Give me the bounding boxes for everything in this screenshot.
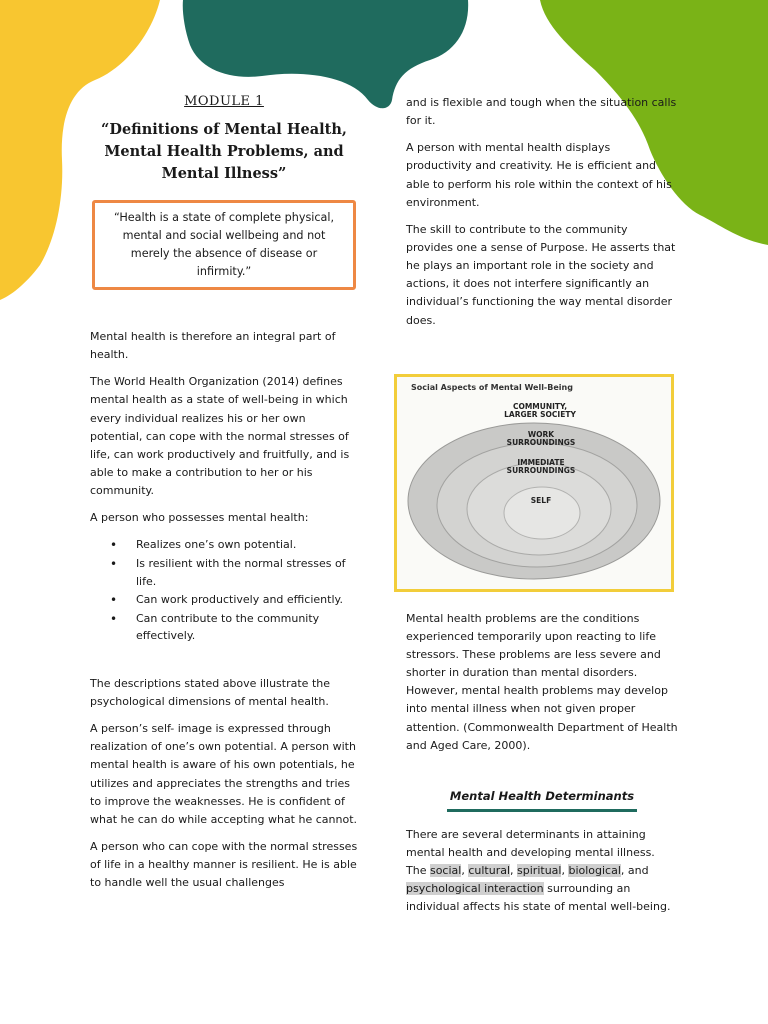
paragraph-flexible: and is flexible and tough when the situation calls for it. (406, 96, 677, 128)
highlight-spiritual: spiritual (517, 864, 562, 878)
paragraph-person-possesses: A person who possesses mental health: (90, 511, 309, 525)
list-item: • Can work productively and efficiently. (136, 591, 358, 609)
paragraph-determinants (406, 826, 678, 917)
social-aspects-figure (394, 374, 674, 592)
ring-self (504, 487, 580, 539)
label-community: COMMUNITY, LARGER SOCIETY (504, 401, 576, 420)
module-title: MODULE 1 (184, 94, 264, 109)
paragraph-productivity: A person with mental health displays productivity and creativity. He is efficient and able to perform his role within the context of his environment. (406, 141, 672, 209)
separator: , (461, 864, 469, 878)
left-column (90, 94, 358, 901)
determinants-text-end: surrounding an individual affects his state of mental well-being. (406, 882, 671, 914)
mental-health-traits-list (90, 536, 358, 645)
paragraph-who-definition: The World Health Organization (2014) defines mental health as a state of well-being in which every individual realizes his or her own potential, can cope with the normal stresses of life, can work productively and fruitfully, and is able to make a contribution to her or his community. (90, 375, 350, 498)
main-title: “Definitions of Mental Health, Mental Health Problems, and Mental Illness” (101, 121, 347, 182)
section-heading-determinants: Mental Health Determinants (449, 788, 635, 803)
highlight-cultural: cultural (468, 864, 511, 878)
paragraph-integral: Mental health is therefore an integral part of health. (90, 329, 336, 362)
highlight-biological: biological (568, 864, 621, 878)
separator: , and (620, 864, 649, 878)
label-work: WORK SURROUNDINGS (506, 429, 576, 448)
paragraph-mental-health-problems: Mental health problems are the conditions experienced temporarily upon reacting to life stressors. These problems are less severe and shorter in duration than mental disorders. However, mental health problems may develop into mental illness when not given proper attention. (Commonwealth Department of Health and Aged Care, 2000). (406, 611, 678, 752)
label-immediate: IMMEDIATE SURROUNDINGS (506, 457, 576, 476)
list-item: • Realizes one’s own potential. (136, 536, 358, 554)
heading-underline (447, 809, 637, 812)
paragraph-resilience: A person who can cope with the normal stresses of life in a healthy manner is resilient. He is able to handle well the usual challenges (90, 840, 358, 890)
paragraph-purpose: The skill to contribute to the community provides one a sense of Purpose. He asserts that he plays an important role in the society and actions, it does not interfere significantly an individual’s functioning the way mental disorder does. (406, 222, 676, 327)
paragraph-self-image: A person’s self- image is expressed through realization of one’s own potential. A person with mental health is aware of his own potentials, he utilizes and appreciates the strengths and tries to improve the weaknesses. He is confident of what he can do while accepting what he cannot. (90, 722, 357, 826)
determinants-text-start: There are several determinants in attaining mental health and developing mental illness. The (406, 827, 655, 878)
label-self: SELF (530, 495, 552, 505)
separator: , (510, 864, 518, 878)
list-item: • Can contribute to the community effectively. (136, 610, 358, 645)
who-definition-quote: “Health is a state of complete physical, mental and social wellbeing and not merely the absence of disease or infirmity.” (92, 200, 356, 290)
highlight-social: social (429, 864, 462, 878)
separator: , (561, 864, 569, 878)
paragraph-psychological-dimensions: The descriptions stated above illustrate the psychological dimensions of mental health. (90, 676, 330, 709)
dark-green-blob (183, 0, 468, 108)
figure-caption: Social Aspects of Mental Well-Being (411, 382, 573, 392)
highlight-psychological-interaction: psychological interaction (406, 882, 544, 896)
right-column (406, 94, 678, 926)
list-item: • Is resilient with the normal stresses of life. (136, 555, 358, 590)
